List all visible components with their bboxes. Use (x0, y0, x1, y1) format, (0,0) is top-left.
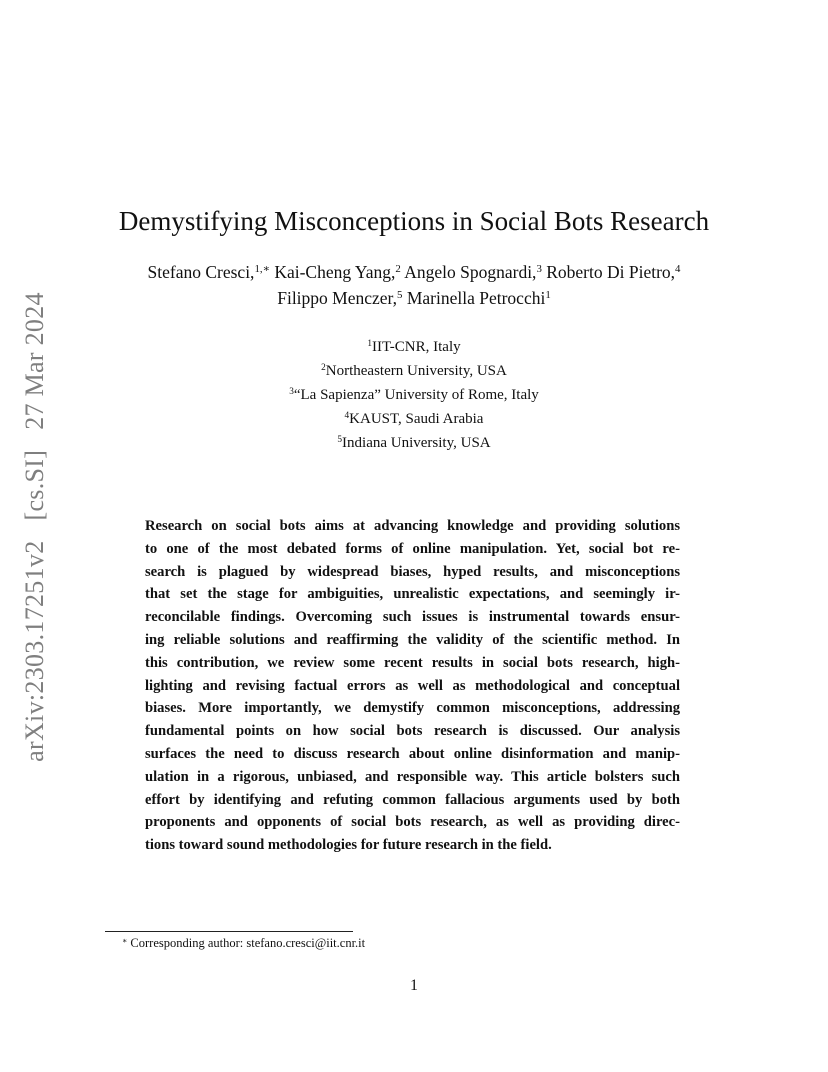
abstract-line: ing reliable solutions and reaffirming the validity of the scientific method. In (145, 631, 680, 648)
abstract-line: to one of the most debated forms of online manipulation. Yet, social bot re- (145, 540, 680, 557)
abstract-line: Research on social bots aims at advancing knowledge and providing solutions (145, 518, 680, 534)
paper-title: Demystifying Misconceptions in Social Bots Research (118, 206, 710, 236)
abstract-line: reconcilable findings. Overcoming such issues is instrumental towards ensur- (145, 609, 680, 626)
abstract-line: fundamental points on how social bots research is discussed. Our analysis (145, 723, 680, 740)
footnote: ∗ Corresponding author: stefano.cresci@iit.cnr.it (122, 935, 366, 950)
affiliation: $^2$Northeastern University, USA (321, 362, 507, 379)
abstract-line: that set the stage for ambiguities, unrealistic expectations, and seemingly ir- (145, 586, 680, 603)
abstract-line: search is plagued by widespread biases, hyped results, and misconceptions (145, 563, 680, 580)
arxiv-date: 27 Mar 2024 (20, 292, 49, 430)
author-list (60, 259, 768, 311)
affiliation: $^3$“La Sapienza” University of Rome, Italy (289, 386, 539, 403)
abstract-line: ulation in a rigorous, unbiased, and responsible way. This article bolsters such (145, 768, 680, 785)
abstract-line: biases. More importantly, we demystify common misconceptions, addressing (145, 700, 680, 717)
author: Marinella Petrocchi$^1$ (406, 288, 551, 308)
footnote-divider (105, 931, 353, 932)
abstract-line: lighting and revising factual errors as well as methodological and conceptual (145, 677, 680, 694)
abstract-line: effort by identifying and refuting common fallacious arguments used by both (145, 791, 680, 808)
affiliation-list (0, 335, 828, 455)
abstract-line: proponents and opponents of social bots research, as well as providing direc- (145, 814, 680, 831)
affiliation: $^5$Indiana University, USA (337, 434, 491, 451)
author: Kai-Cheng Yang,$^2$ (274, 262, 401, 282)
arxiv-category: [cs.SI] (20, 449, 49, 521)
author: Filippo Menczer,$^5$ (277, 288, 403, 308)
abstract-line: this contribution, we review some recent results in social bots research, high- (145, 654, 680, 671)
footnote-text: Corresponding author: stefano.cresci@iit.cnr.it (127, 936, 366, 950)
author: Roberto Di Pietro,$^4$ (546, 262, 681, 282)
author: Stefano Cresci,$^{1,∗}$ (147, 262, 270, 282)
abstract-line: surfaces the need to discuss research about online disinformation and manip- (145, 745, 680, 762)
affiliation: $^1$IIT-CNR, Italy (367, 338, 461, 355)
abstract (145, 515, 680, 857)
author: Angelo Spognardi,$^3$ (404, 262, 542, 282)
arxiv-id: arXiv:2303.17251v2 (20, 540, 49, 762)
affiliation: $^4$KAUST, Saudi Arabia (344, 410, 484, 427)
page-number: 1 (410, 977, 418, 994)
abstract-line: tions toward sound methodologies for future research in the field. (145, 837, 552, 854)
